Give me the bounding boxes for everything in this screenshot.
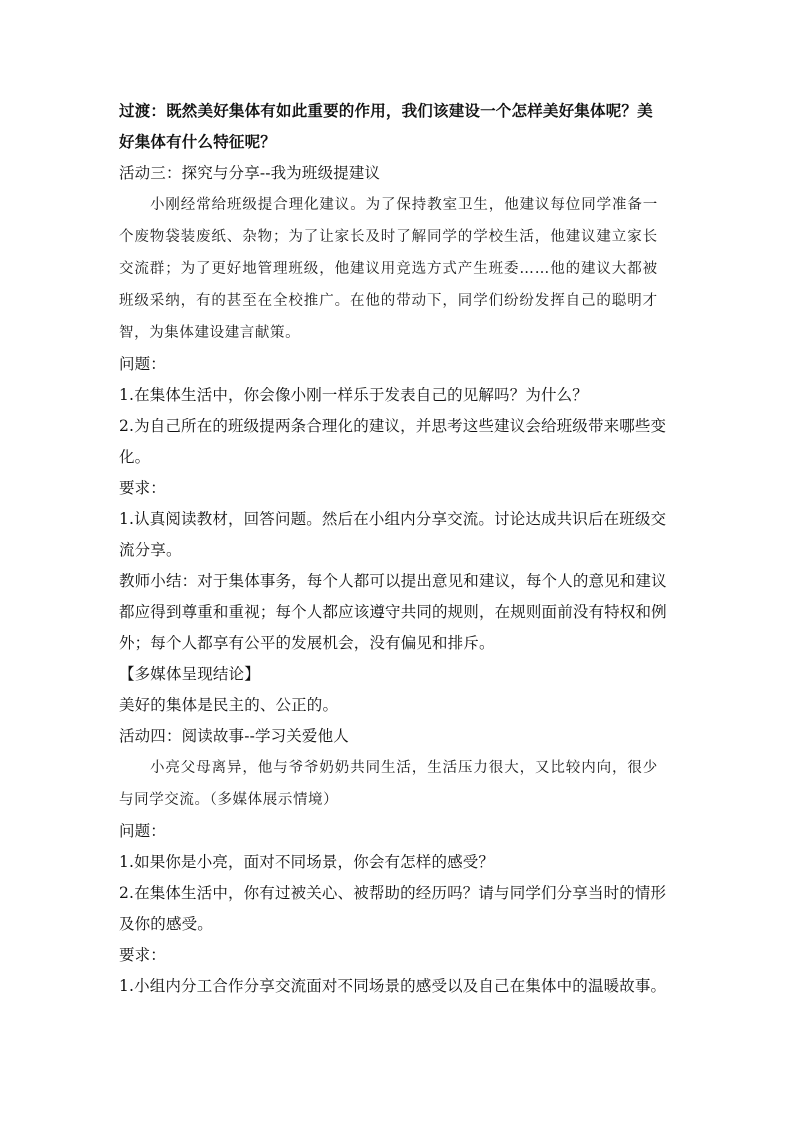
teacher-summary-line-3: 外；每个人都享有公平的发展机会，没有偏见和排斥。 <box>119 634 495 652</box>
activity3-story-line-5: 智，为集体建设建言献策。 <box>119 325 301 341</box>
activity3-requirement-1-line-2: 流分享。 <box>119 541 182 559</box>
activity4-requirement-1: 1.小组内分工合作分享交流面对不同场景的感受以及自己在集体中的温暖故事。 <box>119 977 667 995</box>
activity4-question-2-line-1: 2.在集体生活中，你有过被关心、被帮助的经历吗？请与同学们分享当时的情形 <box>119 884 667 902</box>
transition-line-1: 过渡：既然美好集体有如此重要的作用，我们该建设一个怎样美好集体呢？美 <box>119 102 653 120</box>
multimedia-conclusion-label: 【多媒体呈现结论】 <box>119 665 260 683</box>
activity3-question-2-line-2: 化。 <box>119 448 151 466</box>
activity3-story-line-3: 交流群；为了更好地管理班级，他建议用竞选方式产生班委……他的建议大都被 <box>119 261 658 277</box>
activity3-question-1: 1.在集体生活中，你会像小刚一样乐于发表自己的见解吗？为什么？ <box>119 386 588 404</box>
activity3-story-line-4: 班级采纳，有的甚至在全校推广。在他的带动下，同学们纷纷发挥自己的聪明才 <box>119 293 658 309</box>
activity4-requirements-label: 要求： <box>119 946 166 964</box>
activity3-requirements-label: 要求： <box>119 479 166 497</box>
teacher-summary-line-2: 都应得到尊重和重视；每个人都应该遵守共同的规则，在规则面前没有特权和例 <box>119 603 667 621</box>
conclusion-text: 美好的集体是民主的、公正的。 <box>119 696 339 714</box>
transition-line-2: 好集体有什么特征呢？ <box>119 133 277 151</box>
activity3-question-2-line-1: 2.为自己所在的班级提两条合理化的建议，并思考这些建议会给班级带来哪些变 <box>119 417 667 435</box>
activity3-heading: 活动三：探究与分享--我为班级提建议 <box>119 164 381 182</box>
activity4-question-1: 1.如果你是小亮，面对不同场景，你会有怎样的感受？ <box>119 853 495 871</box>
activity4-questions-label: 问题： <box>119 822 166 840</box>
activity4-story-line-2: 与同学交流。（多媒体展示情境） <box>119 792 339 808</box>
activity3-questions-label: 问题： <box>119 355 166 373</box>
activity3-story-line-2: 个废物袋装废纸、杂物；为了让家长及时了解同学的学校生活，他建议建立家长 <box>119 229 658 245</box>
activity4-story-line-1: 小亮父母离异，他与爷爷奶奶共同生活，生活压力很大，又比较内向，很少 <box>150 760 659 776</box>
activity3-requirement-1-line-1: 1.认真阅读教材，回答问题。然后在小组内分享交流。讨论达成共识后在班级交 <box>119 510 667 528</box>
activity3-story-line-1: 小刚经常给班级提合理化建议。为了保持教室卫生，他建议每位同学准备一 <box>150 197 659 213</box>
activity4-heading: 活动四：阅读故事--学习关爱他人 <box>119 727 349 745</box>
document-page <box>119 96 679 1002</box>
activity4-question-2-line-2: 及你的感受。 <box>119 915 213 933</box>
teacher-summary-line-1: 教师小结：对于集体事务，每个人都可以提出意见和建议，每个人的意见和建议 <box>119 572 667 590</box>
